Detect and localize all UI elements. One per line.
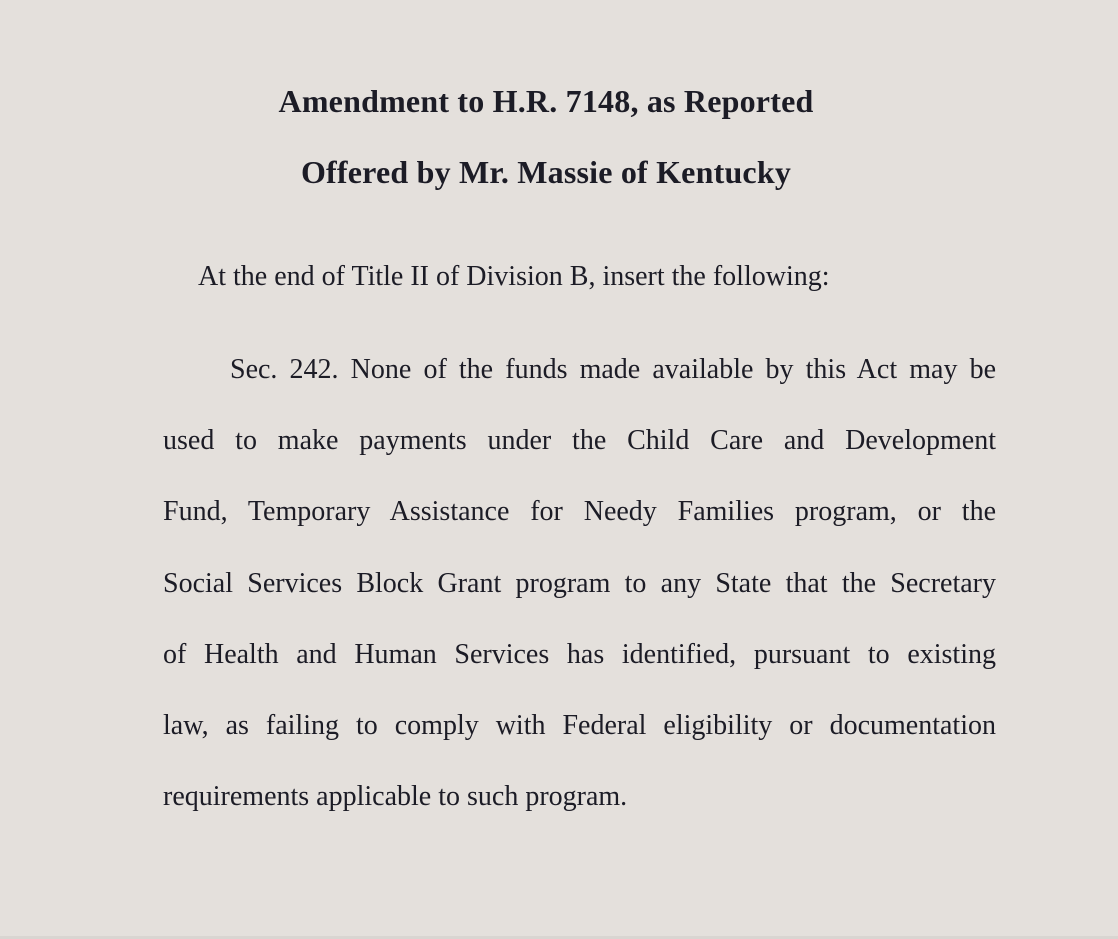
amendment-title-line-2: Offered by Mr. Massie of Kentucky [300, 154, 792, 190]
amendment-body [163, 334, 996, 832]
body-line: Social Services Block Grant program to any State that the Secretary [163, 567, 996, 599]
body-line: requirements applicable to such program. [163, 781, 628, 813]
body-line: Sec. 242. None of the funds made available by this Act may be [230, 354, 996, 385]
amendment-title-line-1: Amendment to H.R. 7148, as Reported [278, 83, 814, 119]
amendment-title [0, 66, 1092, 208]
body-line: used to make payments under the Child Care and Development [163, 425, 996, 457]
body-line: of Health and Human Services has identified, pursuant to existing [163, 638, 996, 670]
amendment-instruction-line: At the end of Title II of Division B, insert the following: [198, 261, 830, 292]
body-line: Fund, Temporary Assistance for Needy Families program, or the [163, 496, 996, 528]
body-line: law, as failing to comply with Federal eligibility or documentation [163, 710, 996, 742]
